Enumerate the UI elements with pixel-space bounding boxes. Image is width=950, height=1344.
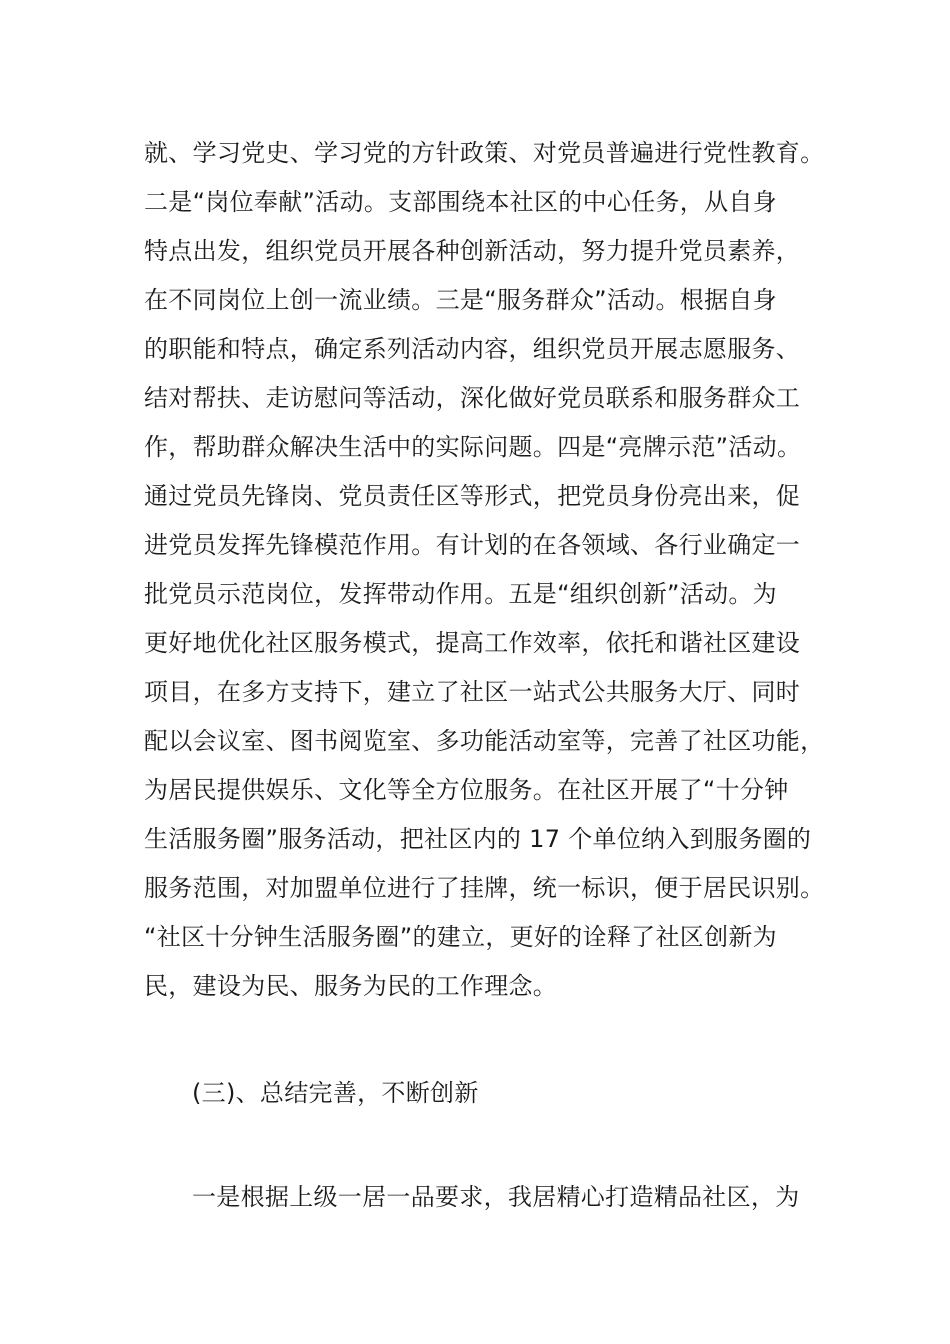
body-text-line: 为居民提供娱乐、文化等全方位服务。在社区开展了“十分钟 (144, 776, 789, 804)
body-text-line: 一是根据上级一居一品要求，我居精心打造精品社区，为 (192, 1183, 800, 1211)
body-text-line: 配以会议室、图书阅览室、多功能活动室等，完善了社区功能， (144, 727, 825, 755)
body-text-line: 在不同岗位上创一流业绩。三是“服务群众”活动。根据自身 (144, 286, 777, 314)
body-text-line: 进党员发挥先锋模范作用。有计划的在各领域、各行业确定一 (144, 531, 801, 559)
body-text-line: 就、学习党史、学习党的方针政策、对党员普遍进行党性教育。 (144, 139, 825, 167)
body-text-line: 批党员示范岗位，发挥带动作用。五是“组织创新”活动。为 (144, 580, 777, 608)
body-text-line: 结对帮扶、走访慰问等活动，深化做好党员联系和服务群众工 (144, 384, 801, 412)
body-text-line: 的职能和特点，确定系列活动内容，组织党员开展志愿服务、 (144, 335, 801, 363)
body-text-line: 作，帮助群众解决生活中的实际问题。四是“亮牌示范”活动。 (144, 433, 802, 461)
body-text-line: 更好地优化社区服务模式，提高工作效率，依托和谐社区建设 (144, 629, 801, 657)
body-text-line: 二是“岗位奉献”活动。支部围绕本社区的中心任务，从自身 (144, 188, 777, 216)
body-text-line: 服务范围，对加盟单位进行了挂牌，统一标识，便于居民识别。 (144, 874, 825, 902)
body-text-line: 项目，在多方支持下，建立了社区一站式公共服务大厅、同时 (144, 678, 801, 706)
body-text-line: 生活服务圈”服务活动，把社区内的 17 个单位纳入到服务圈的 (144, 825, 812, 853)
body-text-line: 特点出发，组织党员开展各种创新活动，努力提升党员素养， (144, 237, 801, 265)
body-text-line: “社区十分钟生活服务圈”的建立，更好的诠释了社区创新为 (144, 923, 777, 951)
body-text-line: 民，建设为民、服务为民的工作理念。 (144, 972, 558, 1000)
section-heading: (三)、总结完善，不断创新 (192, 1079, 479, 1107)
body-text-line: 通过党员先锋岗、党员责任区等形式，把党员身份亮出来，促 (144, 482, 801, 510)
